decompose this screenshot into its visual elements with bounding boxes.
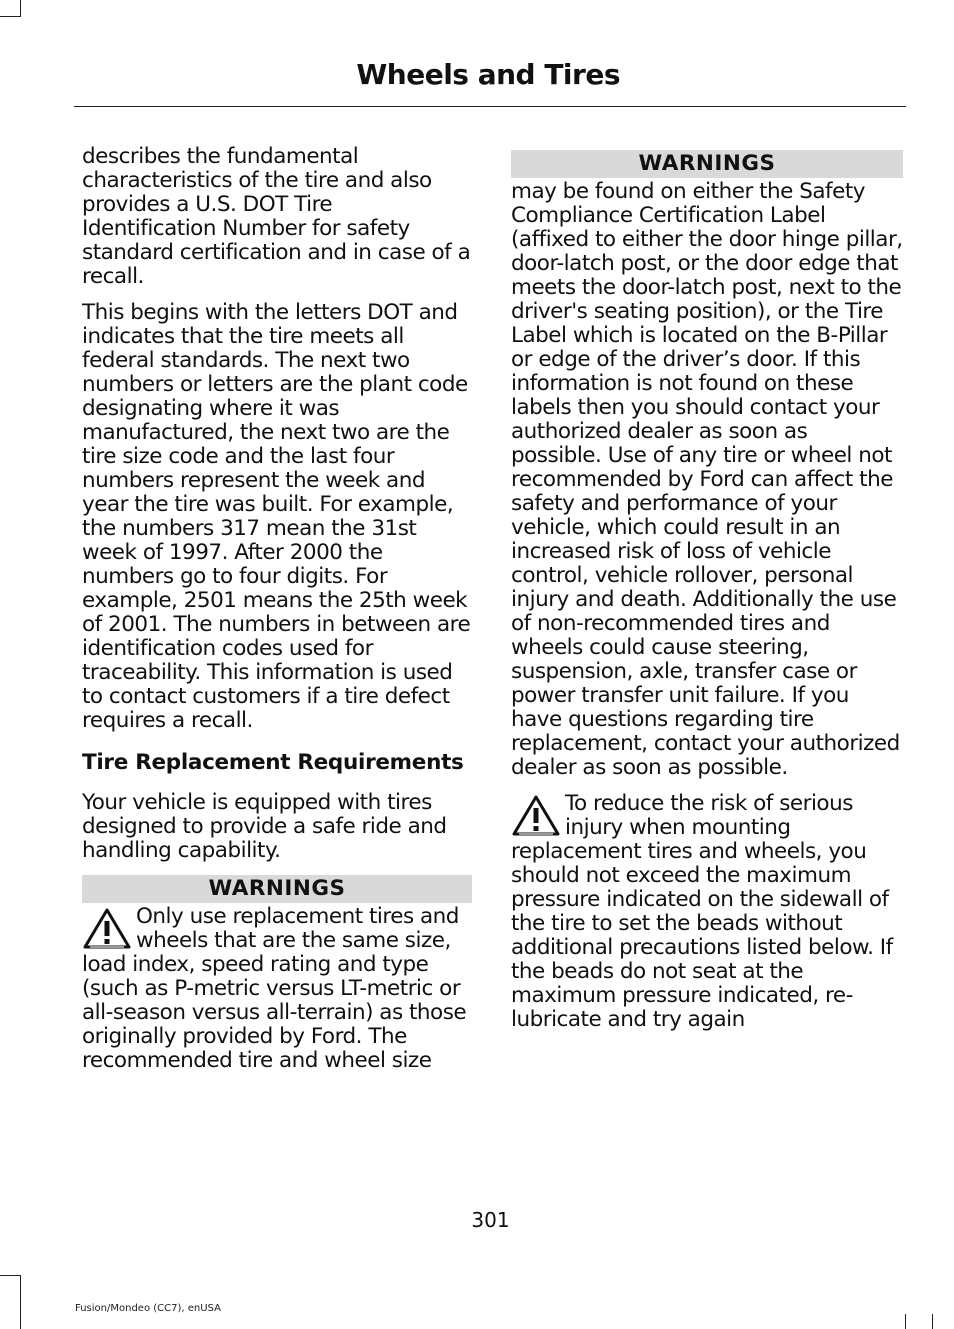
warning-block xyxy=(82,905,472,1073)
warnings-banner: WARNINGS xyxy=(82,875,472,903)
page-title: Wheels and Tires xyxy=(356,58,620,91)
header-divider xyxy=(74,106,906,107)
footer-doc-id: Fusion/Mondeo (CC7), enUSA xyxy=(75,1303,221,1314)
crop-mark xyxy=(20,0,21,17)
crop-mark xyxy=(0,16,20,17)
warning-text: To reduce the risk of serious injury when mounting replacement tires and wheels, you should not exceed the maximum pressure indicated on the sidewall of the tire to set the beads without additional precautions listed below. If the beads do not seat at the maximum pressure indicated, re-lubricate and try again xyxy=(511,791,893,1032)
crop-mark xyxy=(905,1314,906,1329)
left-column xyxy=(82,145,472,1073)
warning-block xyxy=(511,792,903,1032)
warning-text: Only use replacement tires and wheels that are the same size, load index, speed rating and type (such as P-metric versus LT-metric or all-season versus all-terrain) as those originally provided by Ford. The recommended tire and wheel size xyxy=(82,904,467,1073)
page-number: 301 xyxy=(471,1208,510,1232)
crop-mark xyxy=(0,1275,20,1276)
paragraph: describes the fundamental characteristics of the tire and also provides a U.S. DOT Tire Identification Number for safety standard certification and in case of a recall. xyxy=(82,144,471,289)
warning-continued-text: may be found on either the Safety Compliance Certification Label (affixed to either the door hinge pillar, door-latch post, or the door edge that meets the door-latch post, next to the driver's seating position), or the Tire Label which is located on the B-Pillar or edge of the driver’s door. If this information is not found on these labels then you should contact your authorized dealer as soon as possible. Use of any tire or wheel not recommended by Ford can affect the safety and performance of your vehicle, which could result in an increased risk of loss of vehicle control, vehicle rollover, personal injury and death. Additionally the use of non-recommended tires and wheels could cause steering, suspension, axle, transfer case or power transfer unit failure. If you have questions regarding tire replacement, contact your authorized dealer as soon as possible. xyxy=(511,179,903,780)
right-column xyxy=(511,150,903,1032)
section-heading: Tire Replacement Requirements xyxy=(82,750,464,775)
warning-triangle-icon xyxy=(511,794,561,838)
crop-mark xyxy=(932,1314,933,1329)
warning-triangle-icon xyxy=(82,907,132,951)
paragraph: This begins with the letters DOT and indicates that the tire meets all federal standards. The next two numbers or letters are the plant code designating where it was manufactured, the next two are the tire size code and the last four numbers represent the week and year the tire was built. For example, the numbers 317 mean the 31st week of 1997. After 2000 the numbers go to four digits. For example, 2501 means the 25th week of 2001. The numbers in between are identification codes used for traceability. This information is used to contact customers if a tire defect requires a recall. xyxy=(82,300,471,733)
paragraph: Your vehicle is equipped with tires designed to provide a safe ride and handling capability. xyxy=(82,790,447,863)
crop-mark xyxy=(20,1275,21,1329)
warnings-banner: WARNINGS xyxy=(511,150,903,178)
